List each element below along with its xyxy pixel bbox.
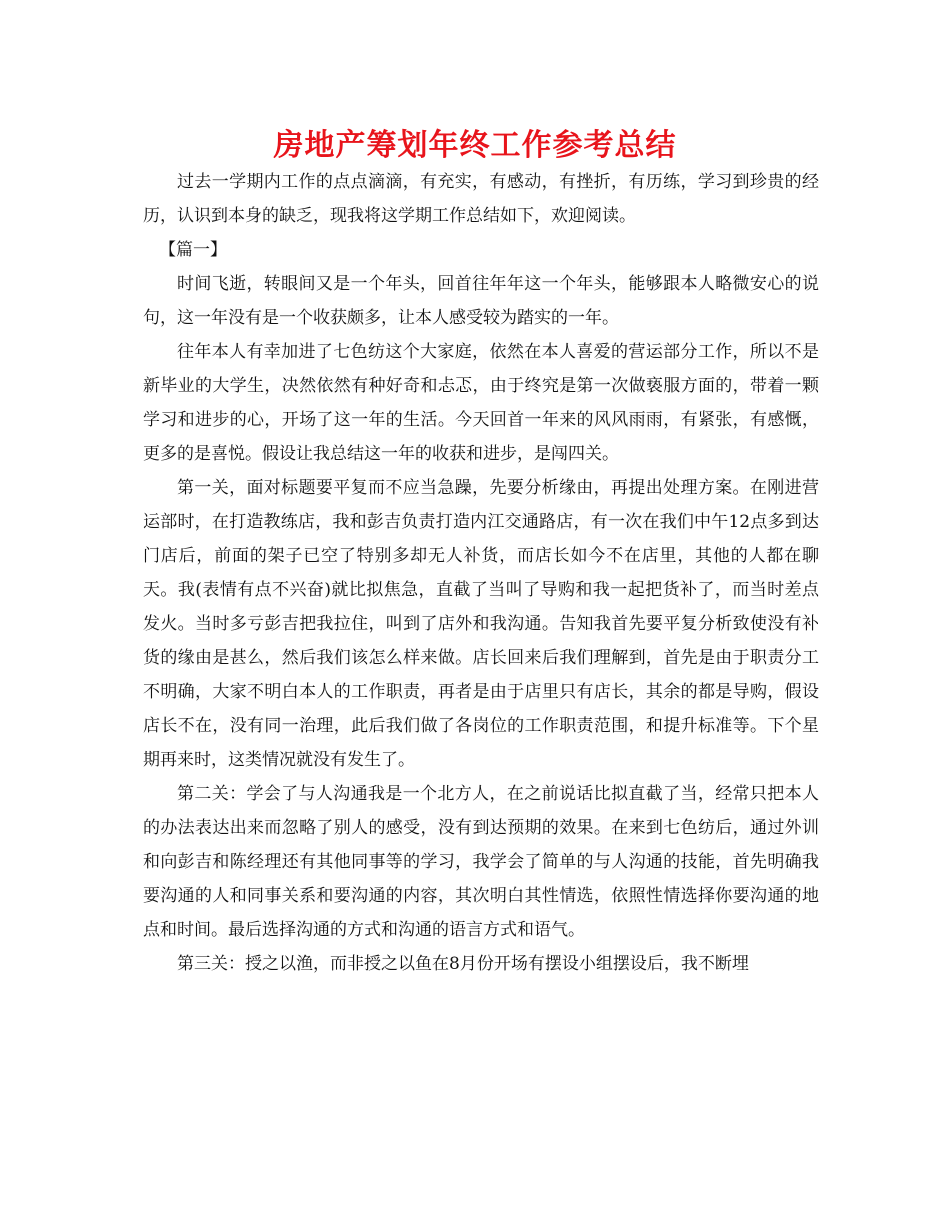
paragraph: 时间飞逝，转眼间又是一个年头，回首往年年这一个年头，能够跟本人略微安心的说句，这一年没有是一个收获颇多，让本人感受较为踏实的一年。: [143, 274, 819, 328]
document-body: [143, 165, 819, 981]
paragraph: 第一关，面对标题要平复而不应当急躁，先要分析缘由，再提出处理方案。在刚进营运部时，在打造教练店，我和彭吉负责打造内江交通路店，有一次在我们中午12点多到达门店后，前面的架子已空了特别多却无人补货，而店长如今不在店里，其他的人都在聊天。我(表情有点不兴奋)就比拟焦急，直截了当叫了导购和我一起把货补了，而当时差点发火。当时多亏彭吉把我拉住，叫到了店外和我沟通。告知我首先要平复分析致使没有补货的缘由是甚么，然后我们该怎么样来做。店长回来后我们理解到，首先是由于职责分工不明确，大家不明白本人的工作职责，再者是由于店里只有店长，其余的都是导购，假设店长不在，没有同一治理，此后我们做了各岗位的工作职责范围，和提升标准等。下个星期再来时，这类情况就没有发生了。: [143, 478, 819, 770]
paragraph: 第三关：授之以渔，而非授之以鱼在8月份开场有摆设小组摆设后，我不断埋: [177, 954, 749, 974]
paragraph: 第二关：学会了与人沟通我是一个北方人，在之前说话比拟直截了当，经常只把本人的办法表达出来而忽略了别人的感受，没有到达预期的效果。在来到七色纺后，通过外训和向彭吉和陈经理还有其他同事等的学习，我学会了简单的与人沟通的技能，首先明确我要沟通的人和同事关系和要沟通的内容，其次明白其性情选，依照性情选择你要沟通的地点和时间。最后选择沟通的方式和沟通的语言方式和语气。: [143, 784, 819, 940]
section-heading: 【篇一】: [159, 240, 227, 260]
paragraph-intro: 过去一学期内工作的点点滴滴，有充实，有感动，有挫折，有历练，学习到珍贵的经历，认识到本身的缺乏，现我将这学期工作总结如下，欢迎阅读。: [143, 172, 819, 226]
document-title: 房地产筹划年终工作参考总结: [273, 128, 677, 163]
paragraph: 往年本人有幸加进了七色纺这个大家庭，依然在本人喜爱的营运部分工作，所以不是新毕业的大学生，决然依然有种好奇和忐忑，由于终究是第一次做亵服方面的，带着一颗学习和进步的心，开场了这一年的生活。今天回首一年来的风风雨雨，有紧张，有感慨，更多的是喜悦。假设让我总结这一年的收获和进步，是闯四关。: [143, 342, 819, 464]
